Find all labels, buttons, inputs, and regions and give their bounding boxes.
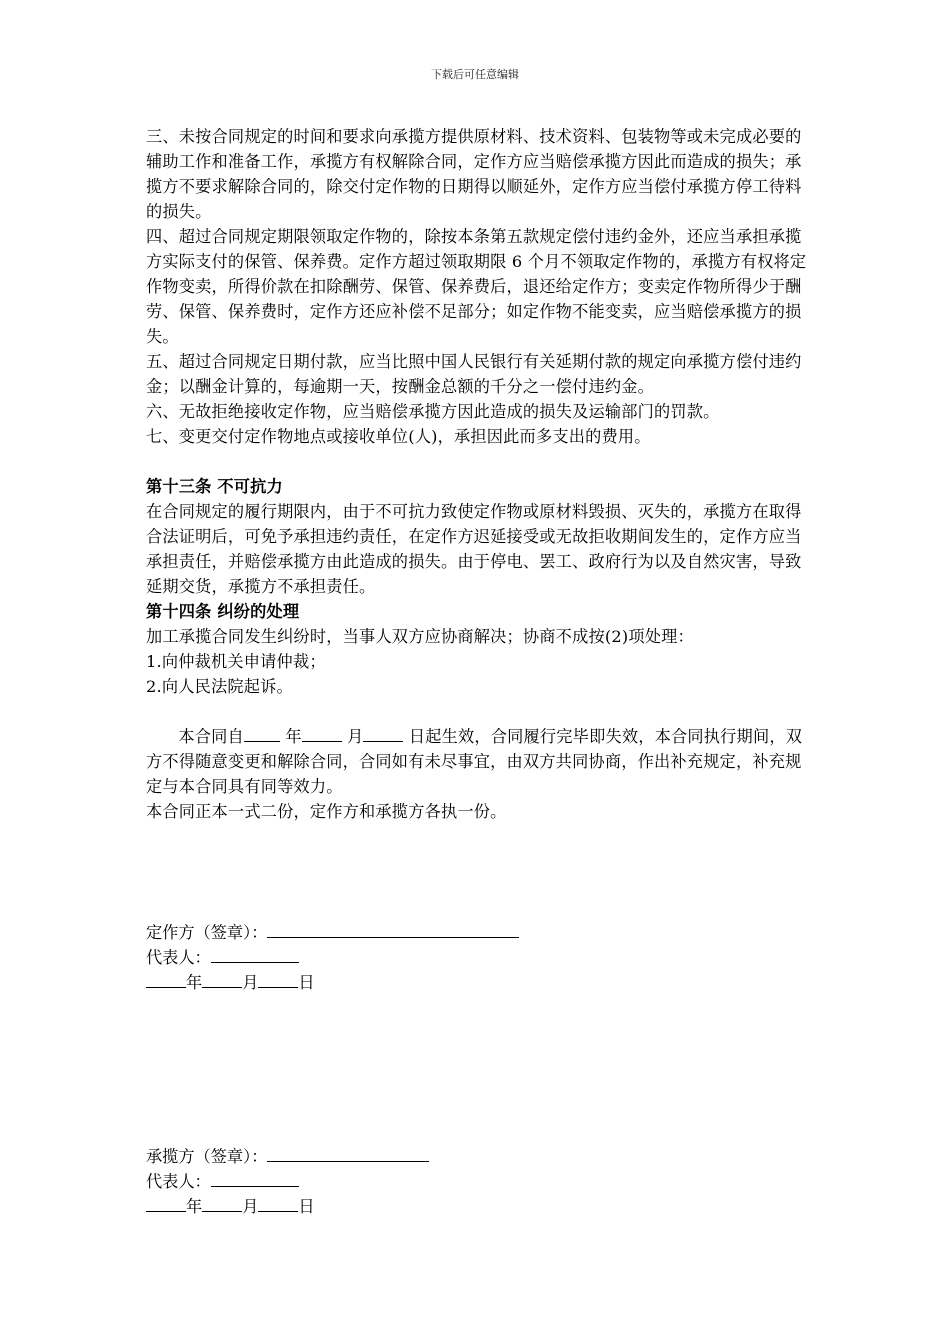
- clause-5: 五、超过合同规定日期付款，应当比照中国人民银行有关延期付款的规定向承揽方偿付违约金；以酬金计算的，每逾期一天，按酬金总额的千分之一偿付违约金。: [146, 352, 802, 396]
- effect-prefix: 本合同自: [178, 727, 244, 746]
- header-note: 下载后可任意编辑: [431, 68, 519, 81]
- spacer: [146, 449, 816, 474]
- day-blank[interactable]: [363, 727, 403, 742]
- copies-text: 本合同正本一式二份，定作方和承揽方各执一份。: [146, 802, 507, 821]
- party-a-day-label: 日: [298, 973, 315, 992]
- article-14-item-2: 2.向人民法院起诉。: [146, 677, 293, 696]
- party-b-label: 承揽方（签章）：: [146, 1147, 268, 1166]
- year-label: 年: [285, 727, 302, 746]
- party-b-sign-line[interactable]: [267, 1147, 429, 1162]
- article-13-heading: 第十三条 不可抗力: [146, 477, 283, 496]
- article-14-text: 加工承揽合同发生纠纷时，当事人双方应协商解决；协商不成按(2)项处理：: [146, 627, 694, 646]
- party-b-year-label: 年: [186, 1197, 203, 1216]
- party-b-year-blank[interactable]: [146, 1197, 186, 1212]
- party-a-signature: [146, 920, 519, 995]
- party-a-rep-label: 代表人：: [146, 948, 211, 967]
- clause-7: 七、变更交付定作物地点或接收单位(人)，承担因此而多支出的费用。: [146, 427, 651, 446]
- year-blank[interactable]: [244, 727, 280, 742]
- party-b-month-label: 月: [242, 1197, 259, 1216]
- party-a-year-blank[interactable]: [146, 973, 186, 988]
- spacer: [146, 699, 816, 724]
- effect-suffix: 日起生效，合同履行完毕即失效，本合同执行期间，双方不得随意变更和解除合同，合同如有未尽事宜，由双方共同协商，作出补充规定，补充规定与本合同具有同等效力。: [146, 727, 803, 796]
- party-b-day-blank[interactable]: [258, 1197, 298, 1212]
- party-a-rep-line[interactable]: [211, 948, 299, 963]
- clause-3: 三、未按合同规定的时间和要求向承揽方提供原材料、技术资料、包装物等或未完成必要的辅助工作和准备工作，承揽方有权解除合同，定作方应当赔偿承揽方因此而造成的损失；承揽方不要求解除合同的，除交付定作物的日期得以顺延外，定作方应当偿付承揽方停工待料的损失。: [146, 127, 802, 221]
- party-b-rep-line[interactable]: [211, 1172, 299, 1187]
- effect-paragraph: [146, 724, 816, 799]
- article-14-heading: 第十四条 纠纷的处理: [146, 602, 300, 621]
- party-a-year-label: 年: [186, 973, 203, 992]
- party-a-day-blank[interactable]: [258, 973, 298, 988]
- article-13-text: 在合同规定的履行期限内，由于不可抗力致使定作物或原材料毁损、灭失的，承揽方在取得合法证明后，可免予承担违约责任，在定作方迟延接受或无故拒收期间发生的，定作方应当承担责任，并赔偿承揽方由此造成的损失。由于停电、罢工、政府行为以及自然灾害，导致延期交货，承揽方不承担责任。: [146, 502, 802, 596]
- party-b-month-blank[interactable]: [202, 1197, 242, 1212]
- month-blank[interactable]: [302, 727, 342, 742]
- party-b-signature: [146, 1144, 429, 1219]
- party-b-day-label: 日: [298, 1197, 315, 1216]
- party-a-label: 定作方（签章）：: [146, 923, 268, 942]
- party-a-sign-line[interactable]: [267, 923, 519, 938]
- clause-6: 六、无故拒绝接收定作物，应当赔偿承揽方因此造成的损失及运输部门的罚款。: [146, 402, 720, 421]
- party-a-month-blank[interactable]: [202, 973, 242, 988]
- article-14-item-1: 1.向仲裁机关申请仲裁；: [146, 652, 326, 671]
- party-a-month-label: 月: [242, 973, 259, 992]
- party-b-rep-label: 代表人：: [146, 1172, 211, 1191]
- contract-body: [146, 124, 816, 824]
- clause-4: 四、超过合同规定期限领取定作物的，除按本条第五款规定偿付违约金外，还应当承担承揽方实际支付的保管、保养费。定作方超过领取期限 6 个月不领取定作物的，承揽方有权将定作物变卖，所得价款在扣除酬劳、保管、保养费后，退还给定作方；变卖定作物所得少于酬劳、保管、保养费时，定作方还应补偿不足部分；如定作物不能变卖，应当赔偿承揽方的损失。: [146, 227, 807, 346]
- month-label: 月: [347, 727, 364, 746]
